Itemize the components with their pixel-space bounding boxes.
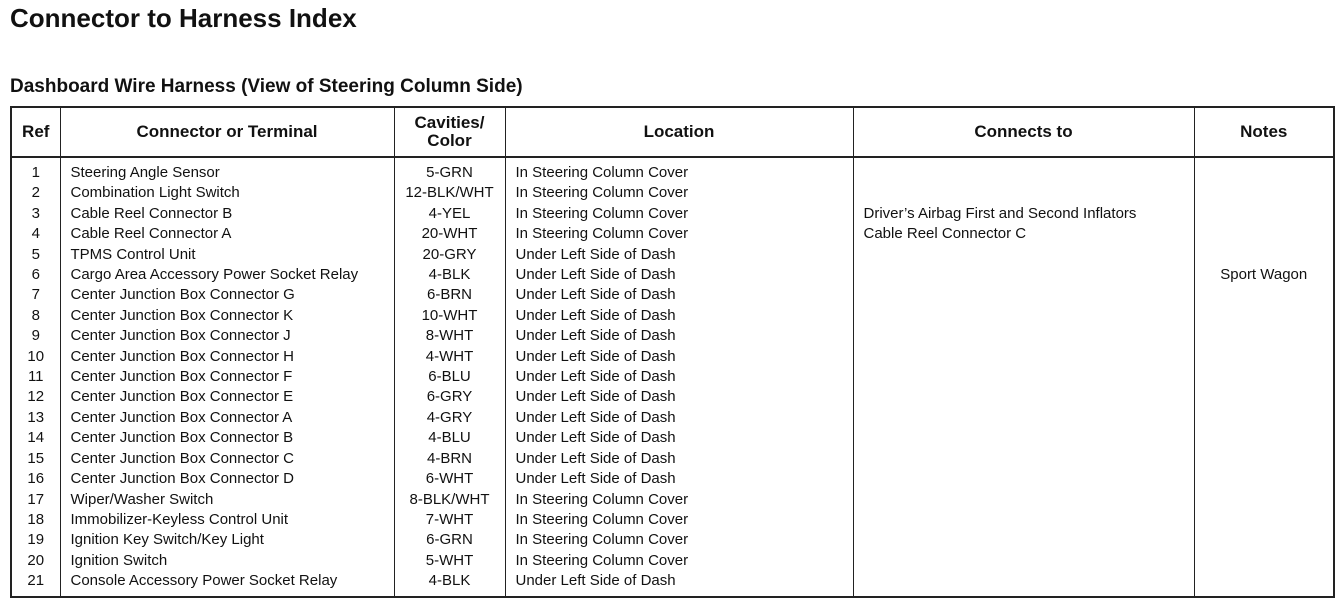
- cell-connector: Cargo Area Accessory Power Socket Relay: [60, 265, 394, 285]
- table-row: [11, 204, 1334, 224]
- cell-ref: 5: [11, 245, 60, 265]
- cell-location: Under Left Side of Dash: [505, 449, 853, 469]
- cell-ref: 15: [11, 449, 60, 469]
- cell-location: Under Left Side of Dash: [505, 306, 853, 326]
- cell-connector: Center Junction Box Connector F: [60, 367, 394, 387]
- cell-notes: [1194, 183, 1334, 203]
- cell-cavities: 5-GRN: [394, 157, 505, 183]
- cell-connects-to: Driver’s Airbag First and Second Inflators: [853, 204, 1194, 224]
- cell-cavities: 4-BLK: [394, 265, 505, 285]
- cell-notes: [1194, 510, 1334, 530]
- harness-table: [10, 106, 1335, 598]
- cell-connector: Wiper/Washer Switch: [60, 490, 394, 510]
- column-header-connector: Connector or Terminal: [60, 107, 394, 157]
- cell-ref: 19: [11, 530, 60, 550]
- cell-cavities: 7-WHT: [394, 510, 505, 530]
- cell-cavities: 8-BLK/WHT: [394, 490, 505, 510]
- cell-ref: 12: [11, 387, 60, 407]
- cell-ref: 4: [11, 224, 60, 244]
- table-row: [11, 183, 1334, 203]
- column-header-notes: Notes: [1194, 107, 1334, 157]
- cell-connects-to: [853, 530, 1194, 550]
- cell-connects-to: [853, 490, 1194, 510]
- cell-cavities: 4-YEL: [394, 204, 505, 224]
- table-row: [11, 245, 1334, 265]
- table-row: [11, 428, 1334, 448]
- section-title: Dashboard Wire Harness (View of Steering Column Side): [10, 76, 523, 97]
- cell-connector: Steering Angle Sensor: [60, 157, 394, 183]
- cell-ref: 9: [11, 326, 60, 346]
- cell-cavities: 8-WHT: [394, 326, 505, 346]
- table-row: [11, 571, 1334, 596]
- cell-location: In Steering Column Cover: [505, 224, 853, 244]
- cell-notes: [1194, 224, 1334, 244]
- table-row: [11, 265, 1334, 285]
- cell-location: In Steering Column Cover: [505, 510, 853, 530]
- cell-connects-to: [853, 469, 1194, 489]
- cell-connects-to: [853, 285, 1194, 305]
- cell-location: Under Left Side of Dash: [505, 428, 853, 448]
- cell-location: Under Left Side of Dash: [505, 571, 853, 596]
- cell-cavities: 4-BLK: [394, 571, 505, 596]
- table-row: [11, 224, 1334, 244]
- cell-cavities: 4-BRN: [394, 449, 505, 469]
- cell-notes: [1194, 449, 1334, 469]
- cell-notes: [1194, 408, 1334, 428]
- table-row: [11, 490, 1334, 510]
- cell-notes: [1194, 245, 1334, 265]
- cell-notes: Sport Wagon: [1194, 265, 1334, 285]
- cell-ref: 14: [11, 428, 60, 448]
- cell-notes: [1194, 571, 1334, 596]
- cell-connector: Ignition Switch: [60, 551, 394, 571]
- table-row: [11, 510, 1334, 530]
- table-row: [11, 551, 1334, 571]
- column-header-cavities: [394, 107, 505, 157]
- cell-connector: Cable Reel Connector B: [60, 204, 394, 224]
- cell-connects-to: [853, 367, 1194, 387]
- cell-connects-to: [853, 265, 1194, 285]
- cell-notes: [1194, 204, 1334, 224]
- cell-cavities: 10-WHT: [394, 306, 505, 326]
- cell-notes: [1194, 469, 1334, 489]
- cell-cavities: 6-BLU: [394, 367, 505, 387]
- cell-connects-to: [853, 306, 1194, 326]
- cell-ref: 21: [11, 571, 60, 596]
- cell-location: Under Left Side of Dash: [505, 265, 853, 285]
- cell-notes: [1194, 551, 1334, 571]
- cell-notes: [1194, 306, 1334, 326]
- table-header-row: [11, 107, 1334, 157]
- cell-notes: [1194, 428, 1334, 448]
- cell-ref: 10: [11, 347, 60, 367]
- cell-connector: TPMS Control Unit: [60, 245, 394, 265]
- cell-cavities: 6-GRY: [394, 387, 505, 407]
- cell-notes: [1194, 490, 1334, 510]
- cell-location: Under Left Side of Dash: [505, 326, 853, 346]
- cell-location: In Steering Column Cover: [505, 490, 853, 510]
- cell-ref: 6: [11, 265, 60, 285]
- table-row: [11, 449, 1334, 469]
- cell-ref: 2: [11, 183, 60, 203]
- cell-location: Under Left Side of Dash: [505, 245, 853, 265]
- table-row: [11, 469, 1334, 489]
- table-row: [11, 408, 1334, 428]
- cell-cavities: 6-WHT: [394, 469, 505, 489]
- cell-location: In Steering Column Cover: [505, 530, 853, 550]
- cell-notes: [1194, 367, 1334, 387]
- cell-connector: Center Junction Box Connector G: [60, 285, 394, 305]
- cell-ref: 20: [11, 551, 60, 571]
- cell-ref: 8: [11, 306, 60, 326]
- cell-connector: Immobilizer-Keyless Control Unit: [60, 510, 394, 530]
- cell-connects-to: [853, 326, 1194, 346]
- table-row: [11, 285, 1334, 305]
- cell-connector: Center Junction Box Connector D: [60, 469, 394, 489]
- cell-connector: Combination Light Switch: [60, 183, 394, 203]
- cell-connects-to: [853, 449, 1194, 469]
- cell-notes: [1194, 347, 1334, 367]
- column-header-cavities-line2: Color: [427, 131, 472, 150]
- cell-connects-to: [853, 183, 1194, 203]
- cell-ref: 16: [11, 469, 60, 489]
- cell-ref: 7: [11, 285, 60, 305]
- cell-connects-to: [853, 387, 1194, 407]
- cell-connects-to: [853, 347, 1194, 367]
- cell-location: In Steering Column Cover: [505, 157, 853, 183]
- cell-connector: Center Junction Box Connector E: [60, 387, 394, 407]
- column-header-location: Location: [505, 107, 853, 157]
- cell-ref: 13: [11, 408, 60, 428]
- cell-ref: 17: [11, 490, 60, 510]
- column-header-cavities-line1: Cavities/: [414, 113, 485, 132]
- cell-notes: [1194, 285, 1334, 305]
- cell-connects-to: [853, 428, 1194, 448]
- table-row: [11, 367, 1334, 387]
- cell-location: Under Left Side of Dash: [505, 387, 853, 407]
- cell-notes: [1194, 157, 1334, 183]
- cell-location: Under Left Side of Dash: [505, 408, 853, 428]
- cell-cavities: 4-WHT: [394, 347, 505, 367]
- cell-location: Under Left Side of Dash: [505, 367, 853, 387]
- table-row: [11, 387, 1334, 407]
- cell-connects-to: [853, 510, 1194, 530]
- cell-connects-to: [853, 157, 1194, 183]
- column-header-ref: Ref: [11, 107, 60, 157]
- cell-connects-to: [853, 551, 1194, 571]
- cell-connects-to: [853, 245, 1194, 265]
- cell-connector: Center Junction Box Connector B: [60, 428, 394, 448]
- column-header-connects-to: Connects to: [853, 107, 1194, 157]
- cell-connects-to: Cable Reel Connector C: [853, 224, 1194, 244]
- cell-location: In Steering Column Cover: [505, 204, 853, 224]
- cell-location: Under Left Side of Dash: [505, 285, 853, 305]
- table-body: [11, 157, 1334, 597]
- table-row: [11, 157, 1334, 183]
- cell-connector: Center Junction Box Connector H: [60, 347, 394, 367]
- cell-connects-to: [853, 408, 1194, 428]
- cell-cavities: 4-GRY: [394, 408, 505, 428]
- table-row: [11, 530, 1334, 550]
- cell-connector: Console Accessory Power Socket Relay: [60, 571, 394, 596]
- cell-cavities: 6-BRN: [394, 285, 505, 305]
- cell-location: Under Left Side of Dash: [505, 469, 853, 489]
- cell-connector: Center Junction Box Connector K: [60, 306, 394, 326]
- cell-cavities: 4-BLU: [394, 428, 505, 448]
- cell-notes: [1194, 326, 1334, 346]
- cell-connects-to: [853, 571, 1194, 596]
- cell-cavities: 20-GRY: [394, 245, 505, 265]
- cell-connector: Center Junction Box Connector J: [60, 326, 394, 346]
- cell-cavities: 5-WHT: [394, 551, 505, 571]
- cell-notes: [1194, 530, 1334, 550]
- cell-ref: 1: [11, 157, 60, 183]
- table-row: [11, 326, 1334, 346]
- cell-cavities: 20-WHT: [394, 224, 505, 244]
- table-row: [11, 347, 1334, 367]
- page-title: Connector to Harness Index: [10, 3, 357, 33]
- cell-location: In Steering Column Cover: [505, 183, 853, 203]
- cell-ref: 18: [11, 510, 60, 530]
- cell-connector: Center Junction Box Connector C: [60, 449, 394, 469]
- cell-connector: Ignition Key Switch/Key Light: [60, 530, 394, 550]
- cell-cavities: 12-BLK/WHT: [394, 183, 505, 203]
- cell-location: In Steering Column Cover: [505, 551, 853, 571]
- table-row: [11, 306, 1334, 326]
- cell-notes: [1194, 387, 1334, 407]
- cell-ref: 11: [11, 367, 60, 387]
- cell-connector: Center Junction Box Connector A: [60, 408, 394, 428]
- cell-location: Under Left Side of Dash: [505, 347, 853, 367]
- cell-cavities: 6-GRN: [394, 530, 505, 550]
- cell-ref: 3: [11, 204, 60, 224]
- cell-connector: Cable Reel Connector A: [60, 224, 394, 244]
